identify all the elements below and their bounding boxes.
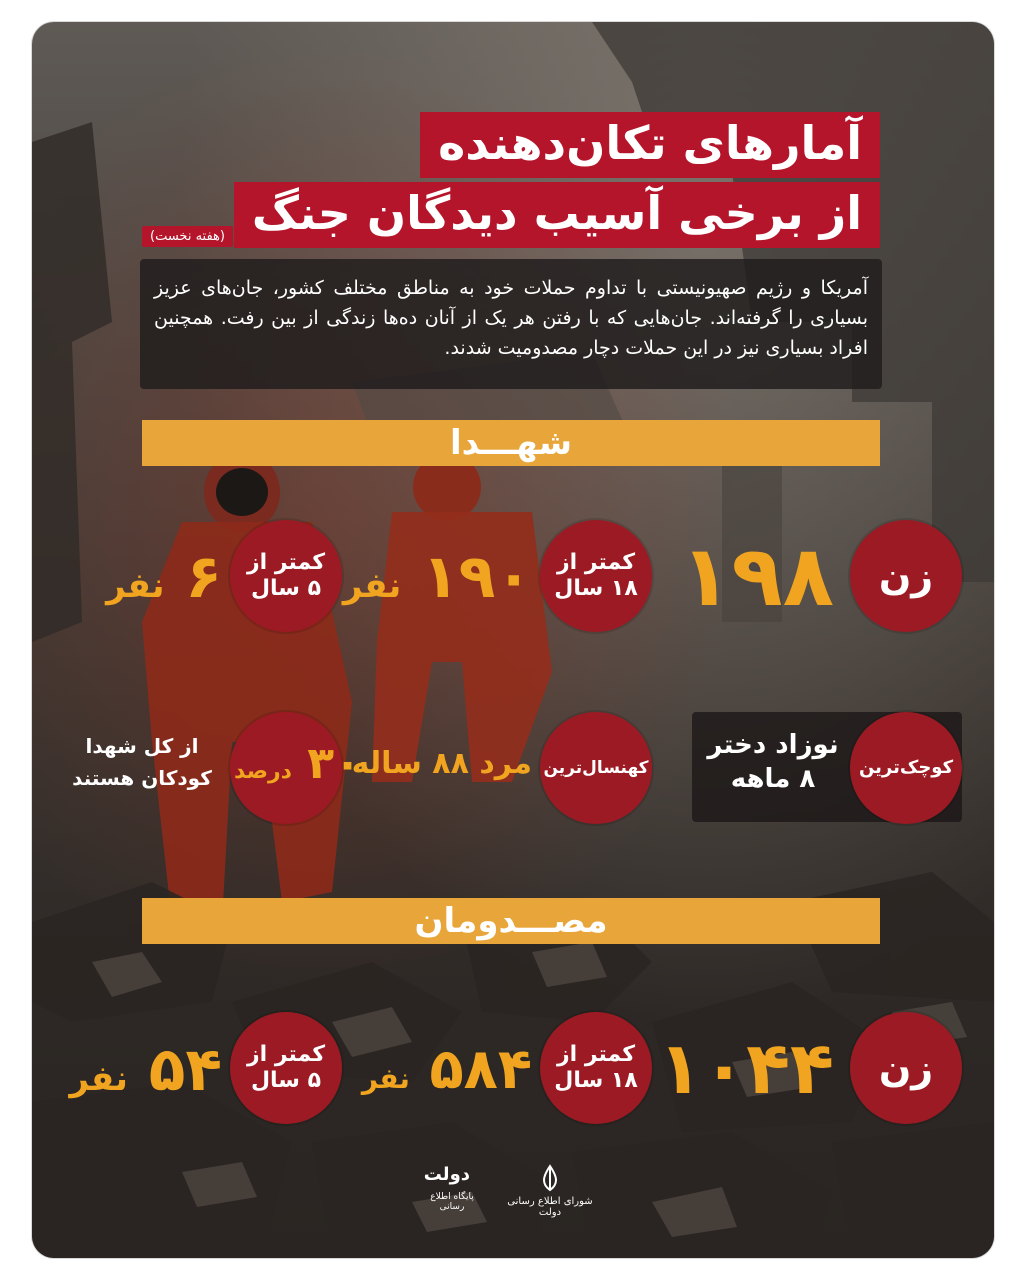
martyrs-under18-value: ۱۹۰ (422, 542, 532, 612)
footer-portal-name: پایگاه اطلاع رسانی (430, 1192, 474, 1212)
children-pct-line-2: کودکان هستند (72, 766, 212, 790)
oldest-circle (540, 712, 652, 824)
martyrs-women-value: ۱۹۸ (680, 527, 834, 625)
injured-under5-label-1: کمتر از (246, 1042, 326, 1067)
injured-under5-circle (230, 1012, 342, 1124)
martyrs-women-label: زن (878, 554, 934, 598)
martyrs-under18-label-2: ۱۸ سال (554, 576, 638, 601)
martyrs-under5-figure (106, 537, 222, 626)
injured-under18-value: ۵۸۴ (429, 1037, 532, 1102)
injured-under18-label-2: ۱۸ سال (554, 1068, 638, 1093)
title-line-2: از برخی آسیب دیدگان جنگ (234, 182, 880, 248)
martyrs-under5-unit: نفر (106, 566, 165, 606)
title-line-1: آمارهای تکان‌دهنده (420, 112, 880, 178)
children-pct-value: ۳۰ (307, 738, 361, 789)
injured-women-value: ۱۰۴۴ (658, 1026, 834, 1110)
martyrs-under5-value: ۶ (185, 542, 222, 612)
oldest-value: مرد ۸۸ ساله (351, 746, 532, 781)
youngest-line-1: نوزاد دختر (707, 730, 839, 760)
injured-under18-unit: نفر (361, 1062, 410, 1095)
injured-under18-figure (362, 1030, 532, 1119)
martyrs-under5-circle (230, 520, 342, 632)
children-pct-unit: درصد (234, 759, 292, 784)
martyrs-women-circle (850, 520, 962, 632)
youngest-line-2: ۸ ماهه (730, 764, 816, 794)
children-pct-line-1: از کل شهدا (85, 734, 199, 758)
injured-women-circle (850, 1012, 962, 1124)
injured-under5-label-2: ۵ سال (250, 1068, 322, 1093)
martyrs-under18-circle (540, 520, 652, 632)
intro-paragraph: آمریکا و رژیم صهیونیستی با تداوم حملات خود به مناطق مختلف کشور، جان‌های عزیز بسیاری را گرفته‌اند. جان‌هایی که با رفتن هر یک از آنان ده‌ها زندگی از بین رفت. همچنین افراد بسیاری نیز در این حملات دچار مصدومیت شدند. (140, 259, 882, 389)
martyrs-heading: شهـــدا (142, 420, 880, 466)
martyrs-under18-figure (343, 537, 532, 626)
children-pct-figure (234, 734, 361, 802)
martyrs-under18-label-1: کمتر از (556, 550, 636, 575)
youngest-circle (850, 712, 962, 824)
injured-under5-figure (69, 1030, 222, 1119)
injured-heading: مصـــدومان (142, 898, 880, 944)
martyrs-under18-unit: نفر (342, 566, 402, 606)
injured-under5-unit: نفر (69, 1059, 128, 1099)
footer-council-name: شورای اطلاع رسانی دولت (507, 1196, 593, 1218)
footer-logo-mark: دولت (423, 1164, 470, 1185)
youngest-label: کوچک‌ترین (858, 757, 954, 778)
injured-under18-label-1: کمتر از (556, 1042, 636, 1067)
martyrs-under5-label-1: کمتر از (246, 550, 326, 575)
oldest-label: کهنسال‌ترین (543, 758, 649, 778)
injured-women-label: زن (878, 1046, 934, 1090)
injured-under5-value: ۵۴ (148, 1035, 222, 1105)
iran-emblem-icon (538, 1164, 562, 1192)
infographic-card (32, 22, 994, 1258)
martyrs-under5-label-2: ۵ سال (250, 576, 322, 601)
title-week-tag: (هفته نخست) (142, 226, 233, 247)
injured-under18-circle (540, 1012, 652, 1124)
